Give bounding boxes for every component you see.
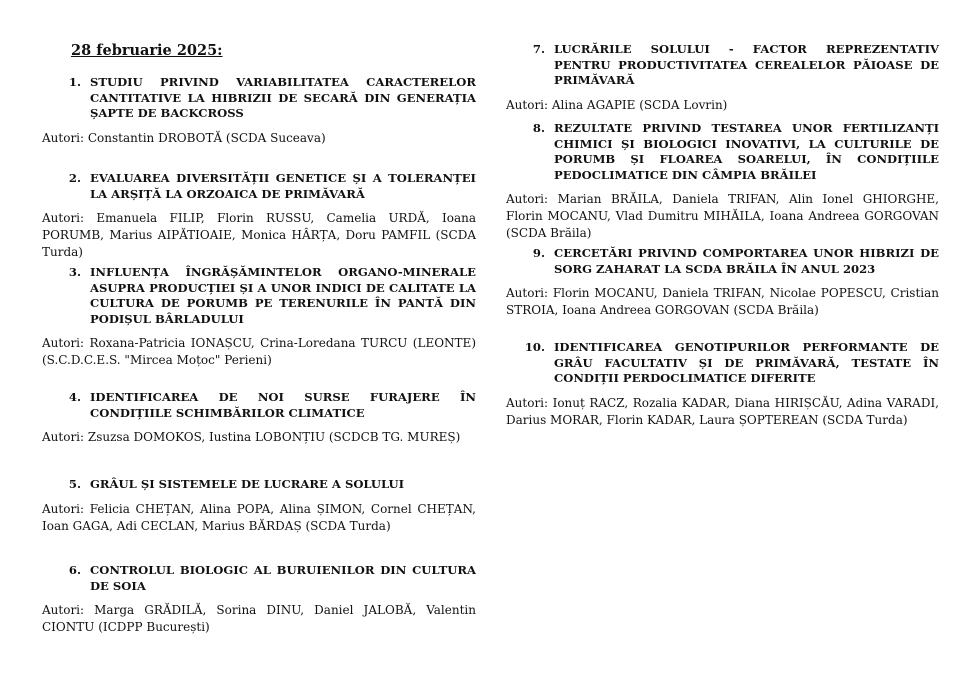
entry-title-text: STUDIU PRIVIND VARIABILITATEA CARACTERELOR CANTITATIVE LA HIBRIZII DE SECARĂ DIN GENERAȚIA ȘAPTE DE BACKCROSS xyxy=(90,75,476,121)
entry-title-text: IDENTIFICAREA DE NOI SURSE FURAJERE ÎN CONDIȚIILE SCHIMBĂRILOR CLIMATICE xyxy=(90,390,476,420)
entry-authors: Autori: Alina AGAPIE (SCDA Lovrin) xyxy=(506,97,728,112)
program-entry-10 xyxy=(506,340,939,429)
entry-title xyxy=(42,563,476,594)
entry-number: 7. xyxy=(532,42,545,56)
entry-title-text: EVALUAREA DIVERSITĂȚII GENETICE ȘI A TOLERANȚEI LA ARȘIȚĂ LA ORZOAICA DE PRIMĂVARĂ xyxy=(90,171,476,201)
entry-title-text: IDENTIFICAREA GENOTIPURILOR PERFORMANTE DE GRÂU FACULTATIV ȘI DE PRIMĂVARĂ, TESTATE ÎN CONDIȚII PERDOCLIMATICE DIFERITE xyxy=(554,340,939,386)
entry-number: 6. xyxy=(68,563,81,577)
entry-title xyxy=(42,171,476,202)
entry-title-text: LUCRĂRILE SOLULUI - FACTOR REPREZENTATIV PENTRU PRODUCTIVITATEA CEREALELOR PĂIOASE DE PRIMĂVARĂ xyxy=(554,42,939,88)
entry-title-text: CONTROLUL BIOLOGIC AL BURUIENILOR DIN CULTURA DE SOIA xyxy=(90,563,476,593)
entry-authors: Autori: Constantin DROBOTĂ (SCDA Suceava) xyxy=(42,130,326,145)
entry-title-text: INFLUENȚA ÎNGRĂȘĂMINTELOR ORGANO-MINERALE ASUPRA PRODUCȚIEI ȘI A UNOR INDICI DE CALITATE LA CULTURA DE PORUMB PE TERENURILE ÎN PANTĂ DIN PODIȘUL BÂRLADULUI xyxy=(90,265,476,326)
entry-title xyxy=(42,390,476,421)
entry-title xyxy=(506,246,939,277)
entry-authors: Autori: Florin MOCANU, Daniela TRIFAN, Nicolae POPESCU, Cristian STROIA, Ioana Andreea GORGOVAN (SCDA Brăila) xyxy=(506,286,939,318)
entry-number: 8. xyxy=(532,121,545,135)
entry-number: 5. xyxy=(68,477,81,491)
entry-title xyxy=(506,121,939,183)
program-entry-1 xyxy=(42,75,476,147)
date-heading: 28 februarie 2025: xyxy=(71,42,223,59)
program-entry-4 xyxy=(42,390,476,446)
entry-authors: Autori: Marga GRĂDILĂ, Sorina DINU, Daniel JALOBĂ, Valentin CIONTU (ICDPP București) xyxy=(42,603,476,635)
entry-authors: Autori: Ionuț RACZ, Rozalia KADAR, Diana HIRIȘCĂU, Adina VARADI, Darius MORAR, Florin KADAR, Laura ȘOPTEREAN (SCDA Turda) xyxy=(506,395,939,427)
entry-title xyxy=(42,75,476,122)
entry-authors: Autori: Emanuela FILIP, Florin RUSSU, Camelia URDĂ, Ioana PORUMB, Marius AIPĂTIOAIE, Monica HÂRȚA, Doru PAMFIL (SCDA Turda) xyxy=(42,211,476,260)
program-entry-2 xyxy=(42,171,476,261)
entry-number: 10. xyxy=(524,340,545,354)
entry-title xyxy=(42,477,476,493)
entry-number: 1. xyxy=(68,75,81,89)
entry-number: 3. xyxy=(68,265,81,279)
entry-number: 4. xyxy=(68,390,81,404)
program-entry-7 xyxy=(506,42,939,114)
entry-title-text: REZULTATE PRIVIND TESTAREA UNOR FERTILIZANȚI CHIMICI ȘI BIOLOGICI INOVATIVI, LA CULTURILE DE PORUMB ȘI FLOAREA SOARELUI, ÎN CONDIȚIILE PEDOCLIMATICE DIN CÂMPIA BRĂILEI xyxy=(554,121,939,182)
entry-authors: Autori: Marian BRĂILA, Daniela TRIFAN, Alin Ionel GHIORGHE, Florin MOCANU, Vlad Dumitru MIHĂILA, Ioana Andreea GORGOVAN (SCDA Brăila) xyxy=(506,192,939,241)
entry-title xyxy=(506,340,939,387)
program-entry-3 xyxy=(42,265,476,369)
entry-number: 2. xyxy=(68,171,81,185)
entry-authors: Autori: Roxana-Patricia IONAȘCU, Crina-Loredana TURCU (LEONTE) (S.C.D.C.E.S. "Mircea Moțoc" Perieni) xyxy=(42,336,476,368)
entry-title-text: GRÂUL ȘI SISTEMELE DE LUCRARE A SOLULUI xyxy=(90,477,405,491)
entry-number: 9. xyxy=(532,246,545,260)
program-entry-9 xyxy=(506,246,939,319)
entry-authors: Autori: Felicia CHEȚAN, Alina POPA, Alina ȘIMON, Cornel CHEȚAN, Ioan GAGA, Adi CECLAN, Marius BĂRDAȘ (SCDA Turda) xyxy=(42,501,476,533)
entry-title xyxy=(506,42,939,89)
program-entry-6 xyxy=(42,563,476,636)
entry-authors: Autori: Zsuzsa DOMOKOS, Iustina LOBONȚIU (SCDCB TG. MUREȘ) xyxy=(42,430,461,445)
entry-title-text: CERCETĂRI PRIVIND COMPORTAREA UNOR HIBRIZI DE SORG ZAHARAT LA SCDA BRĂILA ÎN ANUL 2023 xyxy=(554,246,939,276)
program-entry-8 xyxy=(506,121,939,242)
program-entry-5 xyxy=(42,477,476,535)
entry-title xyxy=(42,265,476,327)
